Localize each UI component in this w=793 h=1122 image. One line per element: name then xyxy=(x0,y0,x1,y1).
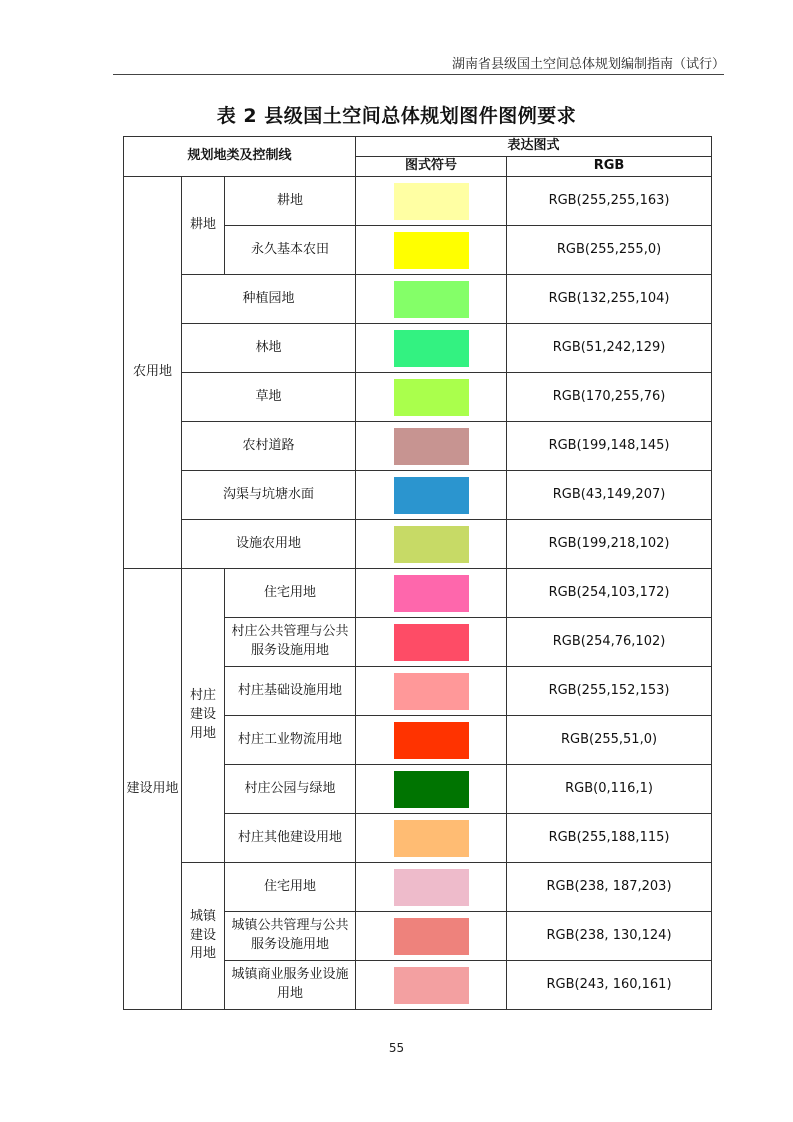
header-symbol: 图式符号 xyxy=(356,157,507,177)
table-row xyxy=(124,324,712,373)
symbol-cell xyxy=(356,912,507,961)
color-swatch xyxy=(394,771,469,808)
color-swatch xyxy=(394,722,469,759)
row-name: 城镇公共管理与公共 服务设施用地 xyxy=(225,912,356,961)
row-name: 村庄其他建设用地 xyxy=(225,814,356,863)
color-swatch xyxy=(394,575,469,612)
rgb-value: RGB(51,242,129) xyxy=(507,324,712,373)
rgb-value: RGB(170,255,76) xyxy=(507,373,712,422)
table-row xyxy=(124,275,712,324)
table-row xyxy=(124,471,712,520)
symbol-cell xyxy=(356,520,507,569)
row-name: 村庄工业物流用地 xyxy=(225,716,356,765)
group-agricultural-land: 农用地 xyxy=(124,177,182,569)
table-row xyxy=(124,863,712,912)
symbol-cell xyxy=(356,275,507,324)
symbol-cell xyxy=(356,961,507,1010)
row-name: 设施农用地 xyxy=(182,520,356,569)
color-swatch xyxy=(394,281,469,318)
row-name: 草地 xyxy=(182,373,356,422)
color-swatch xyxy=(394,869,469,906)
header-category: 规划地类及控制线 xyxy=(124,137,356,177)
symbol-cell xyxy=(356,863,507,912)
rgb-value: RGB(132,255,104) xyxy=(507,275,712,324)
color-swatch xyxy=(394,820,469,857)
running-header: 湖南省县级国土空间总体规划编制指南（试行） xyxy=(451,57,725,72)
symbol-cell xyxy=(356,569,507,618)
row-name: 村庄公共管理与公共 服务设施用地 xyxy=(225,618,356,667)
rgb-value: RGB(238, 130,124) xyxy=(507,912,712,961)
color-swatch xyxy=(394,673,469,710)
group-construction-land: 建设用地 xyxy=(124,569,182,1010)
rgb-value: RGB(255,255,0) xyxy=(507,226,712,275)
symbol-cell xyxy=(356,471,507,520)
row-name: 农村道路 xyxy=(182,422,356,471)
header-expression: 表达图式 xyxy=(356,137,712,157)
color-swatch xyxy=(394,232,469,269)
color-swatch xyxy=(394,526,469,563)
row-name: 种植园地 xyxy=(182,275,356,324)
symbol-cell xyxy=(356,814,507,863)
rgb-value: RGB(255,188,115) xyxy=(507,814,712,863)
symbol-cell xyxy=(356,226,507,275)
color-swatch xyxy=(394,967,469,1004)
table-row xyxy=(124,422,712,471)
table-title: 表 2 县级国土空间总体规划图件图例要求 xyxy=(216,105,577,127)
group-cultivated-land: 耕地 xyxy=(182,177,225,275)
color-swatch xyxy=(394,477,469,514)
rgb-value: RGB(199,148,145) xyxy=(507,422,712,471)
rgb-value: RGB(255,51,0) xyxy=(507,716,712,765)
row-name: 村庄公园与绿地 xyxy=(225,765,356,814)
row-name: 林地 xyxy=(182,324,356,373)
symbol-cell xyxy=(356,716,507,765)
rgb-value: RGB(254,76,102) xyxy=(507,618,712,667)
group-village-construction: 村庄 建设 用地 xyxy=(182,569,225,863)
symbol-cell xyxy=(356,618,507,667)
group-town-construction: 城镇 建设 用地 xyxy=(182,863,225,1010)
symbol-cell xyxy=(356,765,507,814)
table-row xyxy=(124,520,712,569)
color-swatch xyxy=(394,379,469,416)
row-name: 城镇商业服务业设施 用地 xyxy=(225,961,356,1010)
rgb-value: RGB(199,218,102) xyxy=(507,520,712,569)
row-name: 住宅用地 xyxy=(225,863,356,912)
rgb-value: RGB(43,149,207) xyxy=(507,471,712,520)
symbol-cell xyxy=(356,422,507,471)
color-swatch xyxy=(394,624,469,661)
symbol-cell xyxy=(356,667,507,716)
rgb-value: RGB(243, 160,161) xyxy=(507,961,712,1010)
legend-table xyxy=(123,136,712,1010)
row-name: 村庄基础设施用地 xyxy=(225,667,356,716)
color-swatch xyxy=(394,330,469,367)
color-swatch xyxy=(394,918,469,955)
row-name: 住宅用地 xyxy=(225,569,356,618)
table-row xyxy=(124,569,712,618)
row-name: 永久基本农田 xyxy=(225,226,356,275)
color-swatch xyxy=(394,183,469,220)
symbol-cell xyxy=(356,373,507,422)
row-name: 耕地 xyxy=(225,177,356,226)
symbol-cell xyxy=(356,177,507,226)
page-number: 55 xyxy=(388,1041,405,1055)
rgb-value: RGB(238, 187,203) xyxy=(507,863,712,912)
rgb-value: RGB(0,116,1) xyxy=(507,765,712,814)
rgb-value: RGB(255,152,153) xyxy=(507,667,712,716)
symbol-cell xyxy=(356,324,507,373)
rgb-value: RGB(254,103,172) xyxy=(507,569,712,618)
table-row xyxy=(124,373,712,422)
row-name: 沟渠与坑塘水面 xyxy=(182,471,356,520)
table-row xyxy=(124,177,712,226)
color-swatch xyxy=(394,428,469,465)
rgb-value: RGB(255,255,163) xyxy=(507,177,712,226)
header-rgb: RGB xyxy=(507,157,712,177)
header-rule xyxy=(113,74,724,75)
